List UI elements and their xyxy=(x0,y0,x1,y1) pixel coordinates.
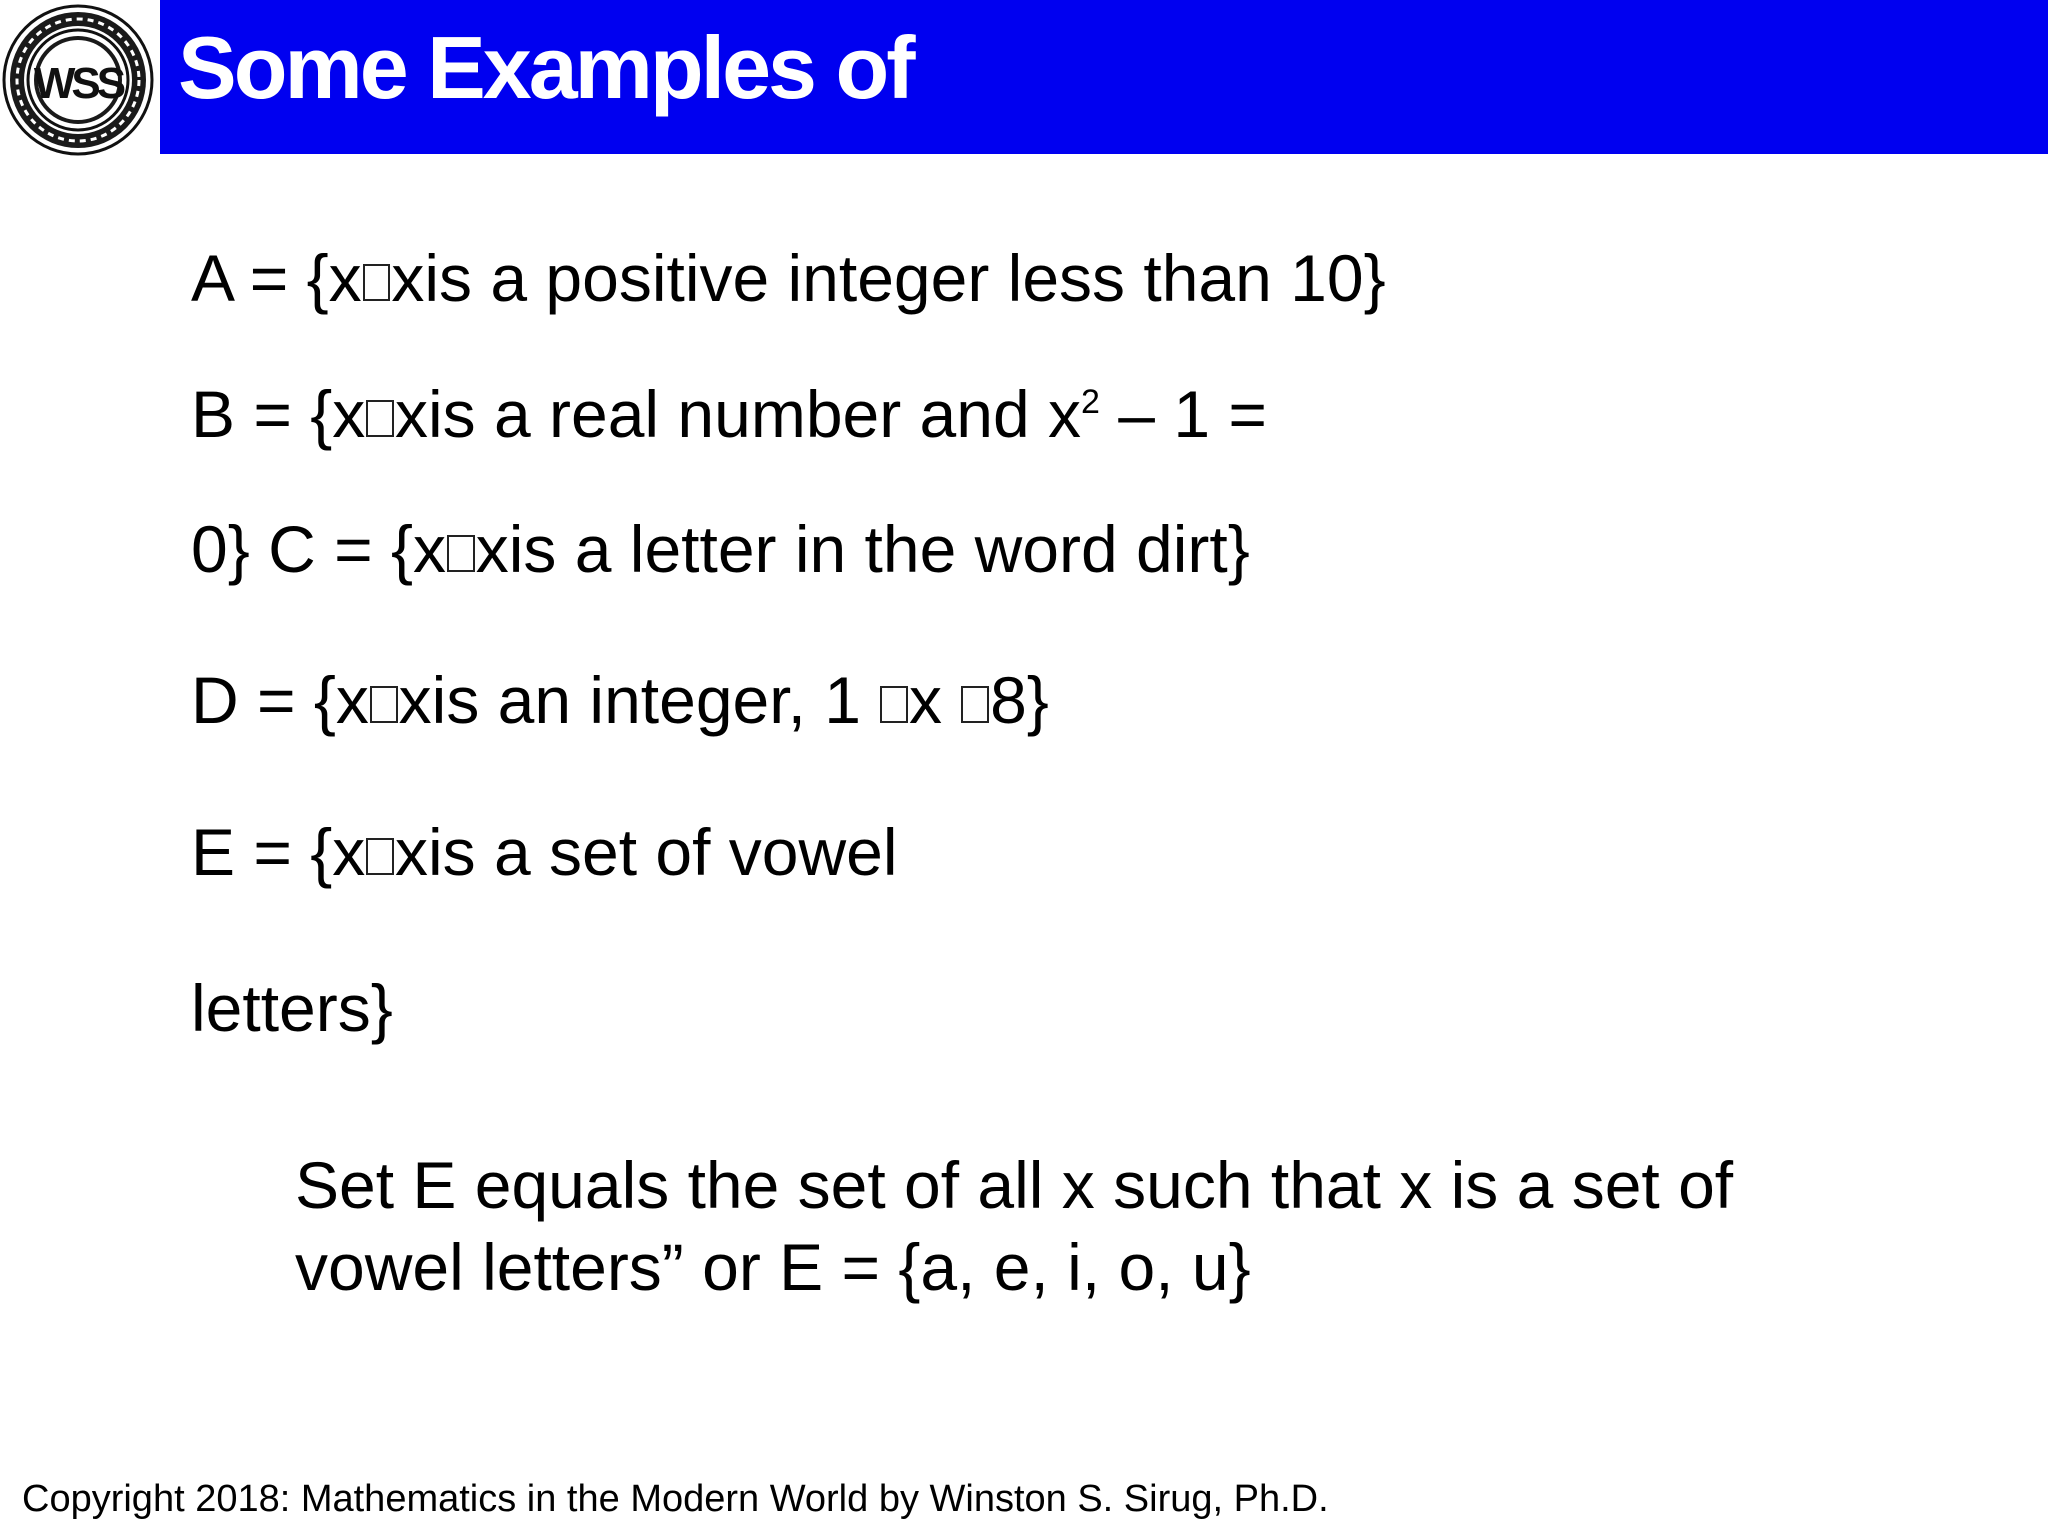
set-d-prefix: D = {x xyxy=(191,663,369,737)
set-a-prefix: A = {x xyxy=(191,241,362,315)
missing-glyph-icon xyxy=(880,686,908,723)
set-b-mid: x xyxy=(395,377,428,451)
set-c-prefix: 0} C = {x xyxy=(191,512,447,586)
set-e-prefix: E = {x xyxy=(191,815,366,889)
set-b-definition xyxy=(191,377,1267,451)
missing-glyph-icon xyxy=(366,838,394,875)
set-d-definition xyxy=(191,663,1049,737)
set-d-mid: x xyxy=(398,663,432,737)
logo-wss-text: WSS xyxy=(33,59,123,108)
set-e-mid: x xyxy=(395,815,428,889)
page-title: Some Examples of xyxy=(178,18,913,117)
set-e-definition xyxy=(191,815,898,889)
wss-seal-icon xyxy=(2,4,154,156)
title-bar xyxy=(160,0,2048,154)
set-c-mid: x xyxy=(475,512,509,586)
set-b-prefix: B = {x xyxy=(191,377,366,451)
set-a-rest: is a positive integer less than 10} xyxy=(424,241,1386,315)
missing-glyph-icon xyxy=(961,686,989,723)
copyright-footer: Copyright 2018: Mathematics in the Modern World by Winston S. Sirug, Ph.D. xyxy=(22,1478,1329,1520)
set-c-definition xyxy=(191,512,1250,586)
set-d-mid2: x xyxy=(909,663,961,737)
set-b-exponent: 2 xyxy=(1081,383,1100,421)
wss-seal-logo xyxy=(2,4,154,156)
set-a-mid: x xyxy=(391,241,425,315)
set-d-end: 8} xyxy=(990,663,1049,737)
set-d-rest: is an integer, 1 xyxy=(431,663,880,737)
set-c-rest: is a letter in the word dirt} xyxy=(508,512,1250,586)
explanation-line-2: vowel letters” or E = {a, e, i, o, u} xyxy=(295,1230,1251,1304)
missing-glyph-icon xyxy=(366,400,394,437)
missing-glyph-icon xyxy=(363,264,391,301)
set-e-continuation: letters} xyxy=(191,971,393,1045)
set-b-rest: is a real number and x xyxy=(428,377,1082,451)
set-e-rest: is a set of vowel xyxy=(428,815,898,889)
explanation-line-1: Set E equals the set of all x such that x is a set of xyxy=(295,1148,1734,1222)
set-a-definition xyxy=(191,241,1386,315)
missing-glyph-icon xyxy=(370,686,398,723)
set-e-explanation xyxy=(295,1144,1733,1308)
missing-glyph-icon xyxy=(447,535,475,572)
set-b-end: – 1 = xyxy=(1099,377,1267,451)
